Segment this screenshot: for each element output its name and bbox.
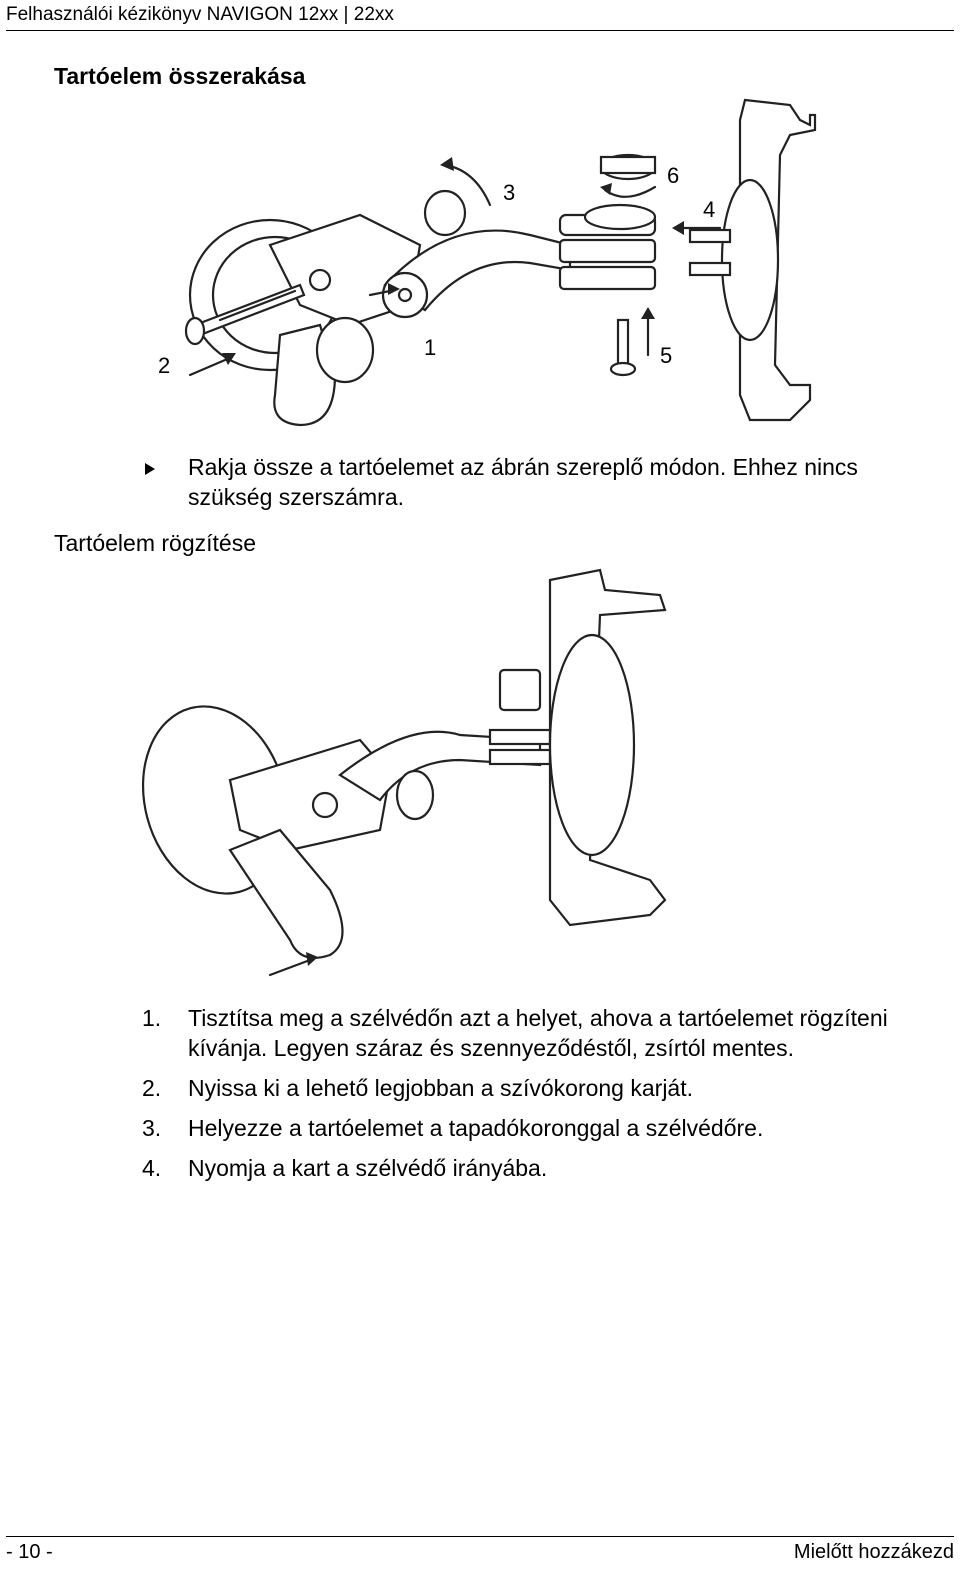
assembly-diagram [150, 95, 850, 435]
bullet-triangle-icon [145, 463, 155, 475]
step-number: 2. [142, 1075, 162, 1101]
side-heading: Tartóelem rögzítése [54, 530, 256, 556]
step-item [142, 1113, 942, 1143]
step-text: Nyissa ki a lehető legjobban a szívókorong karját. [188, 1075, 694, 1101]
page-number: - 10 - [6, 1541, 53, 1563]
document-title: Felhasználói kézikönyv NAVIGON 12xx | 22xx [6, 4, 394, 25]
lever-shape-2 [230, 830, 343, 958]
step-number: 1. [142, 1005, 162, 1031]
step-number: 4. [142, 1155, 162, 1181]
step-item [142, 1153, 942, 1183]
step-text: Helyezze a tartóelemet a tapadókoronggal a szélvédőre. [188, 1115, 764, 1141]
page-footer [6, 1536, 954, 1563]
step-item [142, 1003, 942, 1063]
assembled-holder-diagram [130, 560, 690, 1000]
label-4: 4 [703, 197, 716, 222]
label-6: 6 [667, 163, 680, 188]
label-5: 5 [660, 343, 673, 368]
bullet-text: Rakja össze a tartóelemet az ábrán szereplő módon. Ehhez nincs szükség szerszámra. [188, 454, 858, 510]
page-header [6, 0, 954, 31]
step-item [142, 1073, 942, 1103]
bullet-instruction [145, 452, 935, 512]
label-3: 3 [503, 180, 516, 205]
step-number: 3. [142, 1115, 162, 1141]
chapter-name: Mielőtt hozzákezd [793, 1541, 954, 1563]
step-text: Tisztítsa meg a szélvédőn azt a helyet, ahova a tartóelemet rögzíteni kívánja. Legyen száraz és szennyeződéstől, zsírtól mentes. [188, 1005, 888, 1061]
label-1: 1 [424, 335, 437, 360]
label-2: 2 [158, 353, 171, 378]
step-text: Nyomja a kart a szélvédő irányába. [188, 1155, 548, 1181]
step-list [142, 1003, 942, 1193]
section-title: Tartóelem összerakása [54, 63, 306, 89]
